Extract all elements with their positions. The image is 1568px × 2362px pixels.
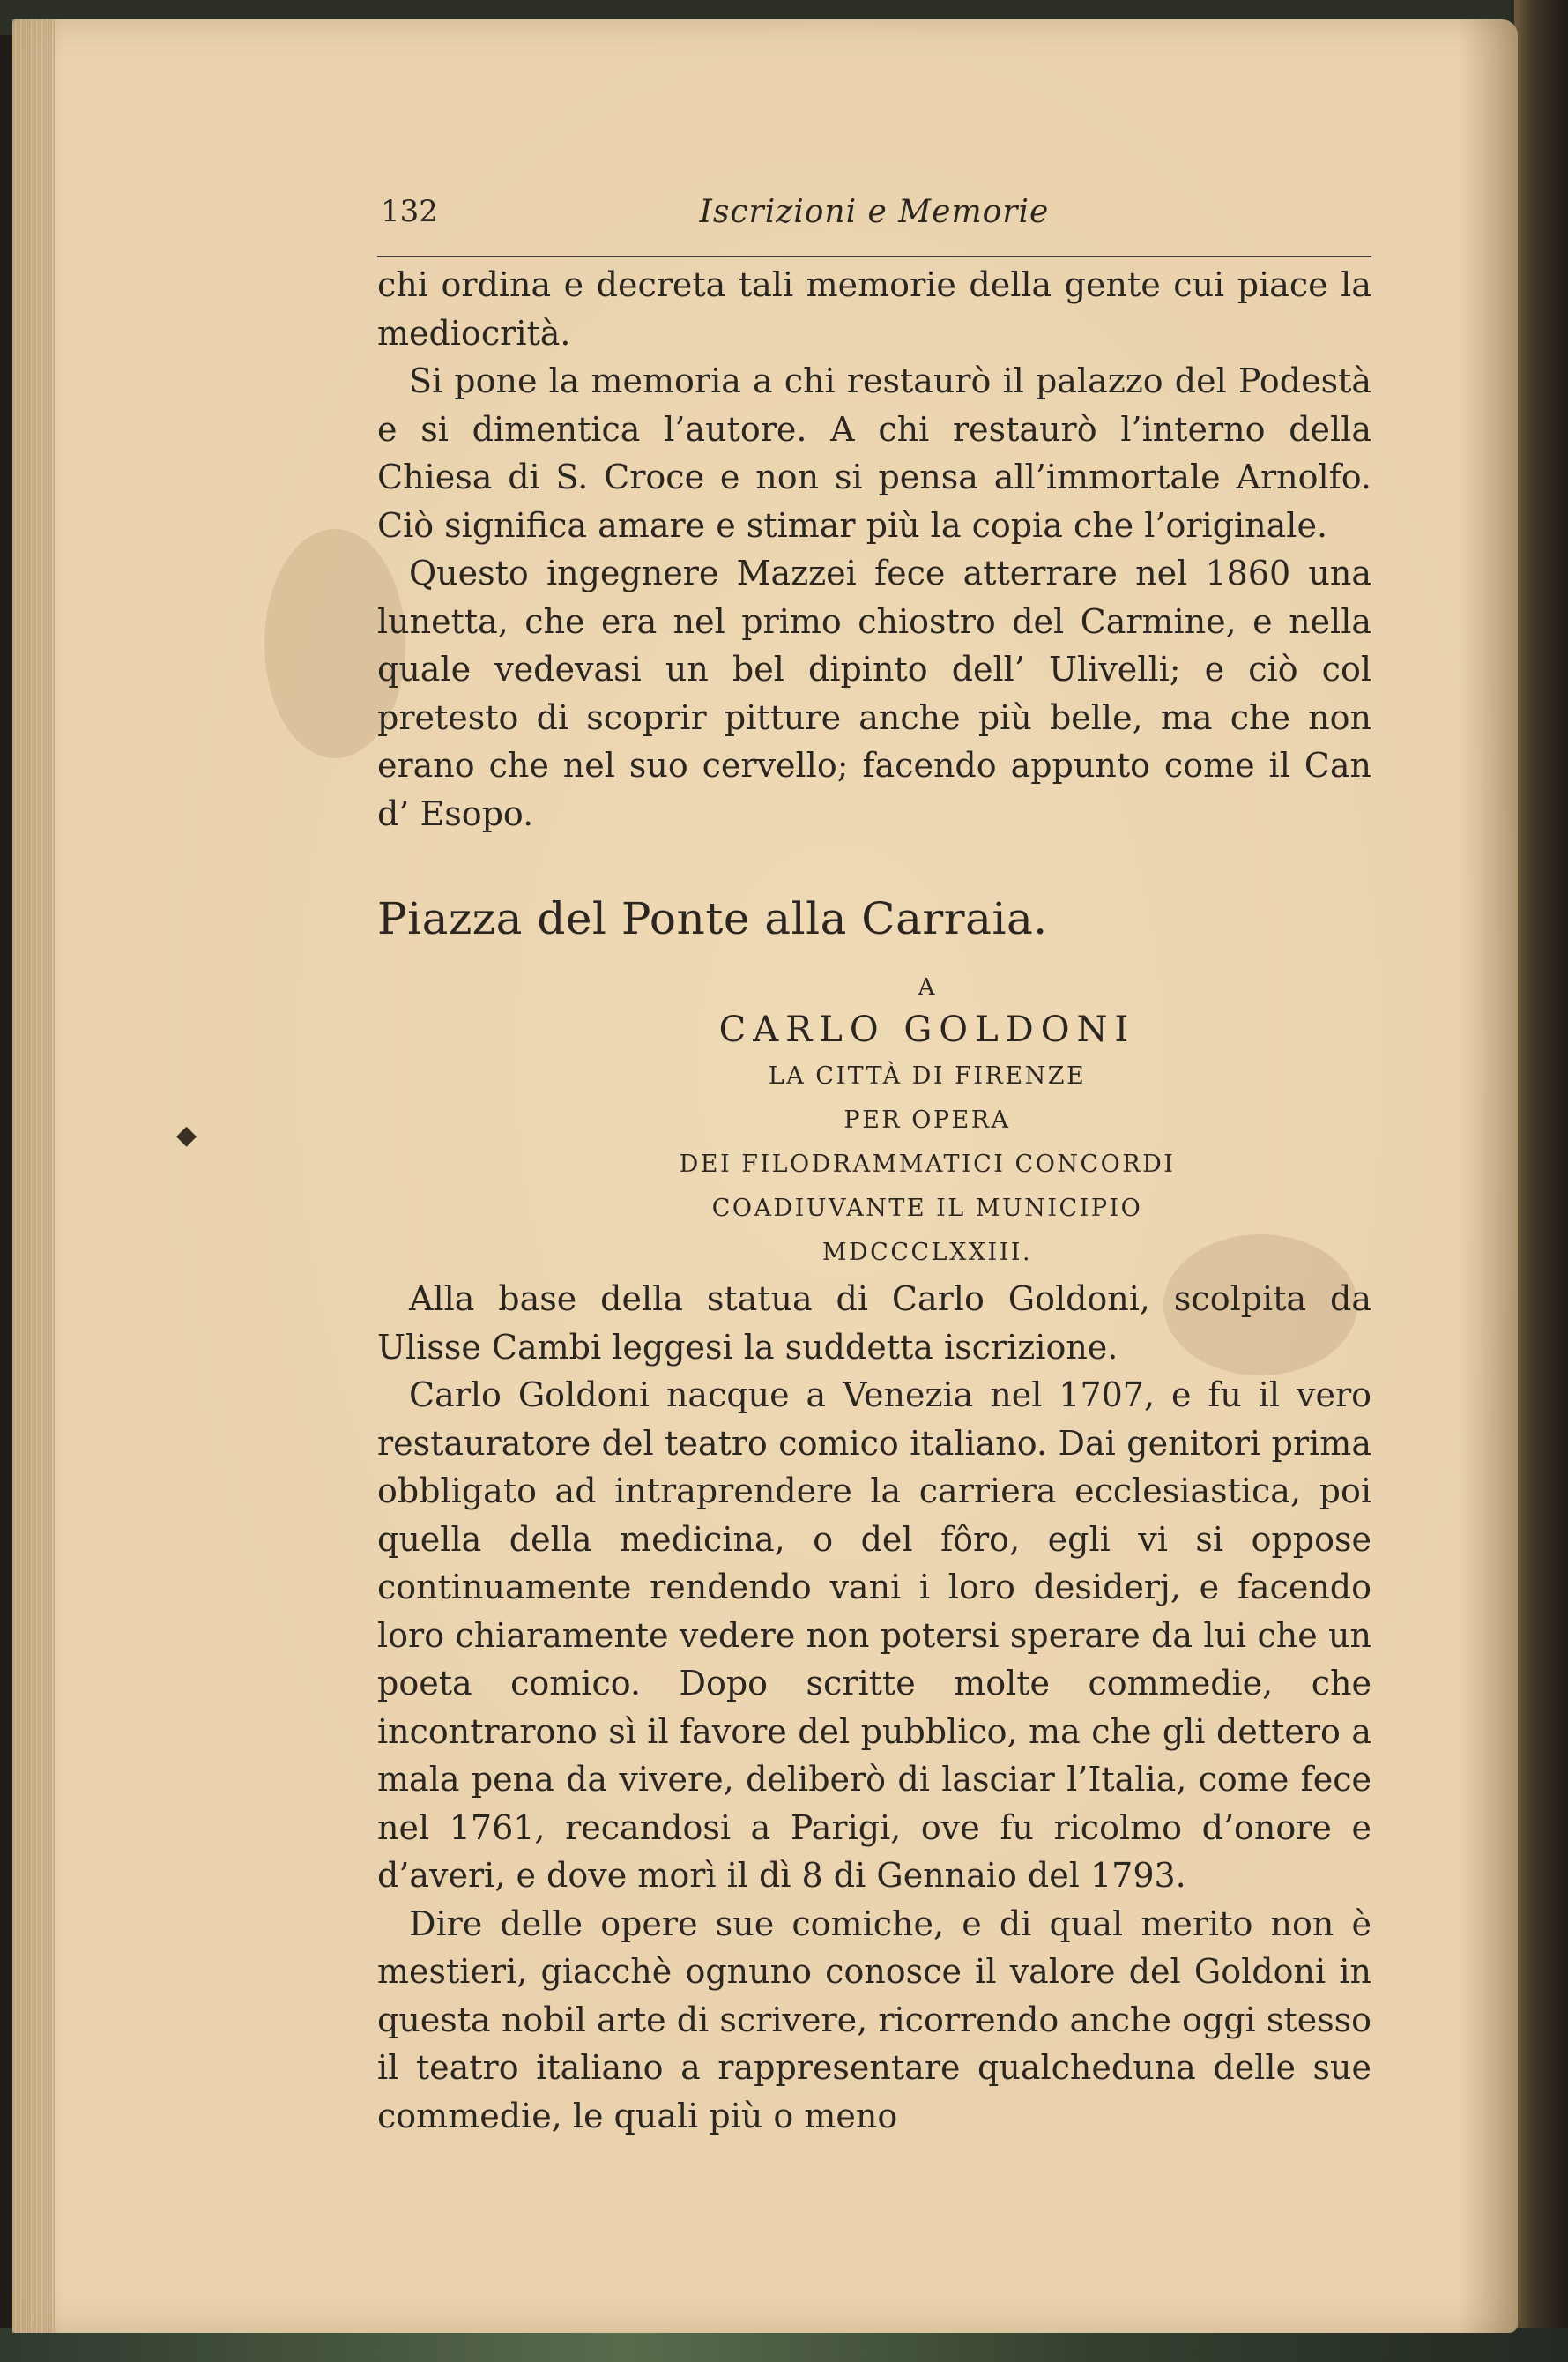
inscription-line: MDCCCLXXIII.: [821, 1239, 1033, 1266]
running-head: [377, 185, 1371, 261]
paragraph: Carlo Goldoni nacque a Venezia nel 1707, e fu il vero restauratore del teatro comico italiano. Dai genitori prima obbligato ad intraprendere la carriera ecclesiastica, poi quella della medicina, o del fôro, egli vi si oppose continuamente rendendo vani i loro desiderj, e facendo loro chiaramente vedere non potersi sperare da lui che un poeta comico. Dopo scritte molte commedie, che incontrarono sì il favore del pubblico, ma che gli dettero a mala pena da vivere, deliberò di lasciar l’Italia, come fece nel 1761, recandosi a Parigi, ove fu ricolmo d’onore e d’averi, e dove morì il dì 8 di Gennaio del 1793.: [377, 1375, 1371, 1895]
page-number: 132: [381, 194, 438, 229]
running-title: Iscrizioni e Memorie: [699, 194, 1050, 230]
inscription-line: CARLO GOLDONI: [718, 1010, 1136, 1050]
section-title: Piazza del Ponte alla Carraia.: [377, 893, 1048, 944]
paragraph: Dire delle opere sue comiche, e di qual merito non è mestieri, giacchè ognuno conosce il valore del Goldoni in questa nobil arte di scrivere, ricorrendo anche oggi stesso il teatro italiano a rappresentare qualcheduna delle sue commedie, le quali più o meno: [377, 1904, 1371, 2135]
inscription-line: DEI FILODRAMMATICI CONCORDI: [679, 1151, 1176, 1178]
header-rule: [377, 256, 1371, 257]
inscription-line: COADIUVANTE IL MUNICIPIO: [711, 1195, 1143, 1222]
paragraph: Questo ingegnere Mazzei fece atterrare nel 1860 una lunetta, che era nel primo chiostro del Carmine, e nella quale vedevasi un bel dipinto dell’ Ulivelli; e ciò col pretesto di scoprir pitture anche più belle, ma che non erano che nel suo cervello; facendo appunto come il Can d’ Esopo.: [377, 554, 1371, 833]
inscription-line: A: [918, 974, 937, 1001]
paragraph: Alla base della statua di Carlo Goldoni, scolpita da Ulisse Cambi leggesi la suddetta iscrizione.: [377, 1279, 1371, 1367]
paragraph: Si pone la memoria a chi restaurò il palazzo del Podestà e si dimentica l’autore. A chi restaurò l’interno della Chiesa di S. Croce e non si pensa all’immortale Arnolfo. Ciò significa amare e stimar più la copia che l’originale.: [377, 361, 1371, 545]
page-edges: [12, 19, 55, 2333]
inscription-line: LA CITTÀ DI FIRENZE: [768, 1062, 1087, 1090]
page-content: [377, 185, 1371, 2140]
inscription: [483, 970, 1371, 1275]
paragraph: chi ordina e decreta tali memorie della gente cui piace la mediocrità.: [377, 265, 1371, 353]
ink-mark: ◆: [176, 1120, 197, 1151]
background-right: [1514, 0, 1568, 2362]
inscription-line: PER OPERA: [843, 1106, 1011, 1134]
